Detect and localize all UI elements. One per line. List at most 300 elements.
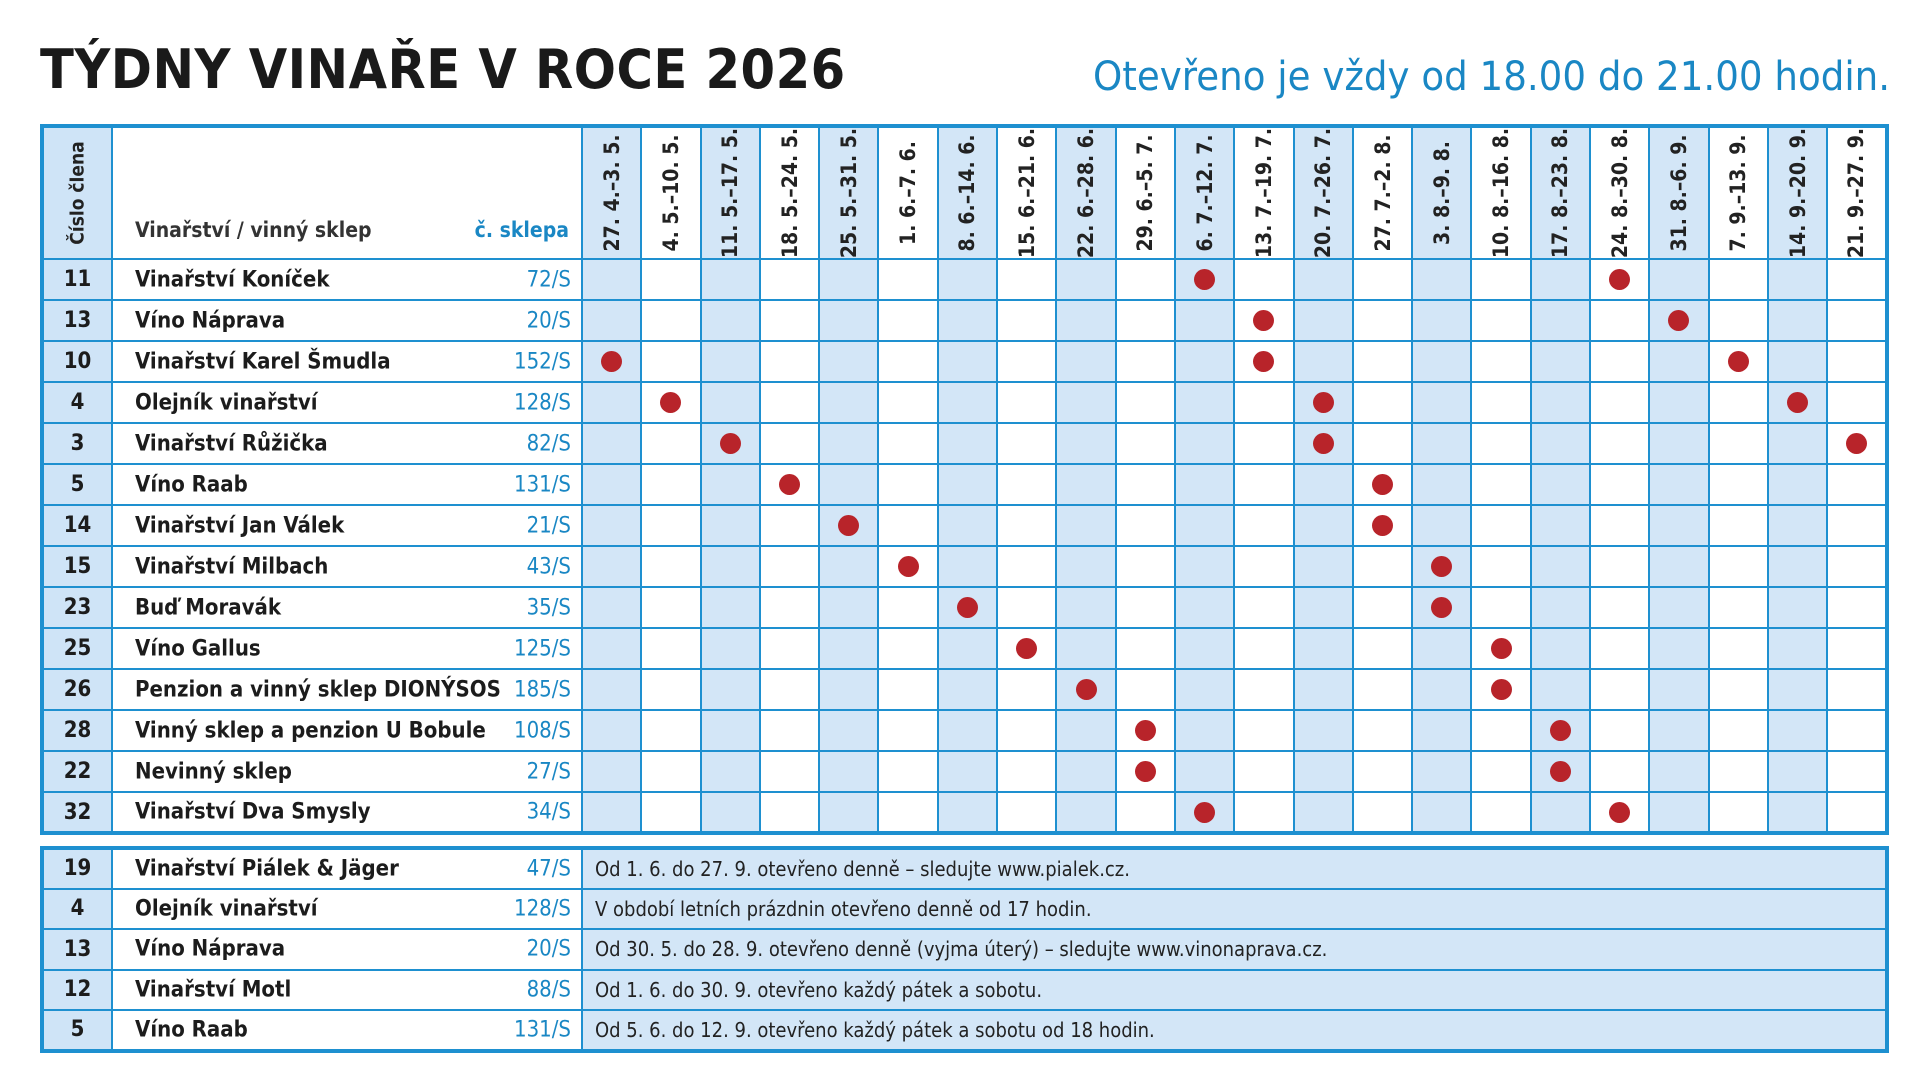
week-cell [878, 464, 937, 505]
table-row [42, 929, 1887, 970]
week-cell [1827, 300, 1886, 341]
winery-name: Vinařství Milbach [135, 554, 329, 579]
week-cell [1768, 341, 1827, 382]
week-cell [1531, 751, 1590, 792]
week-cell [1471, 382, 1530, 423]
week-header [701, 126, 760, 259]
open-week-dot [1253, 351, 1274, 372]
week-cell [1768, 505, 1827, 546]
week-cell [1709, 464, 1768, 505]
member-number: 13 [42, 300, 112, 341]
open-week-dot [1431, 597, 1452, 618]
week-cell [582, 587, 641, 628]
week-cell [1056, 464, 1115, 505]
week-label: 14. 9.–20. 9. [1785, 127, 1810, 259]
week-cell [760, 464, 819, 505]
week-cell [1175, 341, 1234, 382]
week-cell [1709, 259, 1768, 300]
member-number: 22 [42, 751, 112, 792]
week-cell [997, 300, 1056, 341]
week-cell [938, 751, 997, 792]
open-week-dot [1846, 433, 1867, 454]
week-cell [878, 710, 937, 751]
week-cell [1649, 710, 1708, 751]
week-label: 24. 8.–30. 8. [1607, 127, 1632, 259]
week-cell [1056, 751, 1115, 792]
winery-cell [112, 628, 582, 669]
week-cell [1234, 464, 1293, 505]
week-cell [1768, 423, 1827, 464]
winery-cell [112, 710, 582, 751]
week-cell [1709, 546, 1768, 587]
open-week-dot [1609, 269, 1630, 290]
week-cell [997, 710, 1056, 751]
week-cell [582, 751, 641, 792]
week-cell [819, 669, 878, 710]
week-cell [1531, 792, 1590, 833]
week-cell [641, 505, 700, 546]
week-header [1056, 126, 1115, 259]
week-label: 27. 7.–2. 8. [1370, 134, 1395, 252]
member-number: 15 [42, 546, 112, 587]
table-row [42, 546, 1887, 587]
cellar-number: 131/S [513, 472, 571, 497]
winery-cell [112, 464, 582, 505]
week-header [1294, 126, 1353, 259]
week-header [1353, 126, 1412, 259]
week-cell [1412, 382, 1471, 423]
week-cell [1531, 300, 1590, 341]
week-cell [1294, 300, 1353, 341]
open-week-dot [1787, 392, 1808, 413]
week-cell [1294, 382, 1353, 423]
winery-name: Vinařství Karel Šmudla [135, 349, 391, 374]
winery-name: Vinařství Růžička [135, 431, 328, 456]
week-cell [701, 423, 760, 464]
week-cell [1056, 546, 1115, 587]
open-week-dot [660, 392, 681, 413]
week-label: 7. 9.–13. 9. [1726, 134, 1751, 252]
week-cell [1471, 792, 1530, 833]
winery-cell [112, 751, 582, 792]
week-cell [1471, 259, 1530, 300]
member-number: 10 [42, 341, 112, 382]
week-cell [701, 300, 760, 341]
week-cell [1531, 259, 1590, 300]
week-cell [641, 628, 700, 669]
week-cell [1294, 505, 1353, 546]
week-cell [1590, 710, 1649, 751]
week-cell [1234, 259, 1293, 300]
week-cell [1768, 546, 1827, 587]
member-number: 11 [42, 259, 112, 300]
week-cell [1116, 587, 1175, 628]
week-cell [701, 546, 760, 587]
week-cell [1827, 587, 1886, 628]
week-cell [1412, 628, 1471, 669]
week-cell [1709, 382, 1768, 423]
table-row [42, 505, 1887, 546]
week-label: 25. 5.–31. 5. [836, 127, 861, 259]
week-cell [1056, 628, 1115, 669]
week-cell [997, 669, 1056, 710]
week-label: 13. 7.–19. 7. [1251, 127, 1276, 259]
week-cell [1471, 505, 1530, 546]
week-cell [819, 259, 878, 300]
week-cell [1531, 382, 1590, 423]
week-cell [582, 505, 641, 546]
week-cell [1827, 259, 1886, 300]
week-cell [938, 505, 997, 546]
week-cell [1709, 505, 1768, 546]
winery-name: Olejník vinařství [135, 896, 318, 922]
week-cell [1175, 464, 1234, 505]
open-week-dot [1372, 474, 1393, 495]
open-week-dot [957, 597, 978, 618]
week-cell [1590, 259, 1649, 300]
week-cell [1471, 341, 1530, 382]
week-cell [1768, 792, 1827, 833]
cellar-number: 152/S [513, 349, 571, 374]
opening-info: V období letních prázdnin otevřeno denně od 17 hodin. [582, 889, 1887, 930]
week-cell [701, 669, 760, 710]
cellar-number: 185/S [513, 677, 571, 702]
week-cell [819, 423, 878, 464]
week-cell [1412, 710, 1471, 751]
week-cell [1116, 505, 1175, 546]
week-cell [938, 792, 997, 833]
week-cell [997, 505, 1056, 546]
week-cell [1649, 792, 1708, 833]
member-number: 5 [42, 464, 112, 505]
week-cell [1649, 464, 1708, 505]
week-label: 11. 5.–17. 5. [718, 127, 743, 259]
week-cell [938, 382, 997, 423]
week-cell [1649, 587, 1708, 628]
member-number-header [42, 126, 112, 259]
cellar-number: 128/S [513, 390, 571, 415]
winery-name: Penzion a vinný sklep DIONÝSOS [135, 677, 501, 702]
week-cell [641, 751, 700, 792]
week-cell [1116, 464, 1175, 505]
week-cell [641, 546, 700, 587]
table-row [42, 889, 1887, 930]
winery-cell [112, 341, 582, 382]
open-week-dot [1491, 679, 1512, 700]
week-cell [938, 546, 997, 587]
week-cell [1353, 669, 1412, 710]
week-header [1116, 126, 1175, 259]
week-cell [1827, 710, 1886, 751]
week-cell [1116, 751, 1175, 792]
week-cell [819, 710, 878, 751]
week-cell [1234, 423, 1293, 464]
week-cell [641, 382, 700, 423]
winery-name: Víno Náprava [135, 308, 286, 333]
week-cell [701, 259, 760, 300]
member-number-label: Číslo člena [66, 141, 88, 245]
week-cell [1412, 259, 1471, 300]
week-cell [1590, 464, 1649, 505]
week-cell [1531, 546, 1590, 587]
open-week-dot [601, 351, 622, 372]
week-header [641, 126, 700, 259]
open-week-dot [1550, 720, 1571, 741]
week-cell [878, 382, 937, 423]
cellar-number: 21/S [526, 513, 571, 538]
week-cell [641, 710, 700, 751]
week-cell [997, 792, 1056, 833]
week-cell [1175, 259, 1234, 300]
week-cell [878, 792, 937, 833]
week-label: 22. 6.–28. 6. [1074, 127, 1099, 259]
week-cell [1827, 341, 1886, 382]
week-cell [1294, 259, 1353, 300]
week-cell [1175, 382, 1234, 423]
week-cell [641, 587, 700, 628]
week-cell [1116, 423, 1175, 464]
open-week-dot [1491, 638, 1512, 659]
week-cell [878, 341, 937, 382]
cellar-number: 20/S [526, 936, 571, 962]
week-cell [878, 259, 937, 300]
week-cell [819, 464, 878, 505]
week-cell [1294, 751, 1353, 792]
cellar-number: 20/S [526, 308, 571, 333]
week-header [938, 126, 997, 259]
week-cell [1649, 423, 1708, 464]
member-number: 4 [42, 889, 112, 930]
week-cell [997, 341, 1056, 382]
open-week-dot [779, 474, 800, 495]
week-header [878, 126, 937, 259]
week-cell [1353, 792, 1412, 833]
week-cell [1353, 423, 1412, 464]
week-header [1827, 126, 1886, 259]
cellar-number: 128/S [513, 896, 571, 922]
table-row [42, 669, 1887, 710]
week-cell [1412, 792, 1471, 833]
week-cell [819, 300, 878, 341]
open-week-dot [1253, 310, 1274, 331]
open-week-dot [838, 515, 859, 536]
winery-cell [112, 382, 582, 423]
open-week-dot [1668, 310, 1689, 331]
week-header [1234, 126, 1293, 259]
week-cell [1056, 300, 1115, 341]
week-cell [1294, 628, 1353, 669]
week-cell [1471, 300, 1530, 341]
week-header [1709, 126, 1768, 259]
week-cell [1649, 259, 1708, 300]
week-cell [1709, 710, 1768, 751]
week-cell [1768, 382, 1827, 423]
week-cell [641, 464, 700, 505]
week-cell [1827, 792, 1886, 833]
week-cell [760, 505, 819, 546]
winery-cell [112, 423, 582, 464]
week-cell [1412, 423, 1471, 464]
winery-cell [112, 970, 582, 1011]
week-cell [1590, 587, 1649, 628]
week-cell [878, 505, 937, 546]
week-cell [1353, 505, 1412, 546]
week-cell [1175, 792, 1234, 833]
week-cell [582, 423, 641, 464]
week-cell [1709, 669, 1768, 710]
week-cell [1531, 341, 1590, 382]
week-cell [760, 792, 819, 833]
week-cell [582, 628, 641, 669]
winery-label: Vinařství / vinný sklep [135, 218, 372, 242]
winery-name: Vinný sklep a penzion U Bobule [135, 718, 486, 743]
week-cell [1116, 628, 1175, 669]
week-header [1175, 126, 1234, 259]
open-week-dot [1550, 761, 1571, 782]
week-cell [1353, 382, 1412, 423]
week-cell [1827, 546, 1886, 587]
week-label: 20. 7.–26. 7. [1311, 127, 1336, 259]
table-row [42, 341, 1887, 382]
week-cell [1768, 464, 1827, 505]
week-cell [641, 300, 700, 341]
week-cell [582, 259, 641, 300]
schedule-body [42, 259, 1887, 833]
table-row [42, 792, 1887, 833]
week-cell [641, 341, 700, 382]
week-cell [1294, 464, 1353, 505]
week-label: 4. 5.–10. 5. [658, 134, 683, 252]
week-header [760, 126, 819, 259]
week-label: 18. 5.–24. 5. [777, 127, 802, 259]
winery-name: Víno Raab [135, 1017, 248, 1043]
member-number: 28 [42, 710, 112, 751]
week-cell [1590, 423, 1649, 464]
week-cell [1412, 464, 1471, 505]
week-cell [878, 628, 937, 669]
week-cell [1056, 710, 1115, 751]
cellar-number: 72/S [526, 267, 571, 292]
week-cell [1768, 259, 1827, 300]
member-number: 4 [42, 382, 112, 423]
opening-info: Od 30. 5. do 28. 9. otevřeno denně (vyjma úterý) – sledujte www.vinonaprava.cz. [582, 929, 1887, 970]
week-cell [1768, 587, 1827, 628]
open-week-dot [898, 556, 919, 577]
week-cell [1827, 628, 1886, 669]
winery-cell [112, 1010, 582, 1051]
week-cell [1175, 669, 1234, 710]
week-cell [1234, 505, 1293, 546]
table-row [42, 464, 1887, 505]
week-label: 31. 8.–6. 9. [1666, 134, 1691, 252]
week-label: 27. 4.–3. 5. [599, 134, 624, 252]
week-cell [1471, 464, 1530, 505]
week-cell [1116, 341, 1175, 382]
week-cell [1471, 751, 1530, 792]
winery-cell [112, 505, 582, 546]
week-cell [641, 259, 700, 300]
week-cell [701, 587, 760, 628]
week-cell [1471, 587, 1530, 628]
member-number: 32 [42, 792, 112, 833]
week-label: 8. 6.–14. 6. [955, 134, 980, 252]
week-cell [1175, 423, 1234, 464]
opening-info: Od 1. 6. do 30. 9. otevřeno každý pátek a sobotu. [582, 970, 1887, 1011]
week-cell [1353, 341, 1412, 382]
week-cell [878, 423, 937, 464]
schedule-table [40, 124, 1889, 835]
week-cell [1649, 300, 1708, 341]
week-cell [760, 710, 819, 751]
week-cell [997, 259, 1056, 300]
week-cell [1709, 587, 1768, 628]
week-cell [938, 464, 997, 505]
week-cell [760, 382, 819, 423]
week-cell [1234, 792, 1293, 833]
week-cell [582, 669, 641, 710]
open-week-dot [1372, 515, 1393, 536]
week-cell [938, 628, 997, 669]
week-cell [819, 382, 878, 423]
cellar-number: 34/S [526, 799, 571, 825]
winery-cell [112, 587, 582, 628]
week-cell [1116, 792, 1175, 833]
week-cell [1175, 505, 1234, 546]
winery-cell [112, 929, 582, 970]
week-cell [1056, 382, 1115, 423]
week-cell [1649, 751, 1708, 792]
member-number: 23 [42, 587, 112, 628]
winery-name: Vinařství Koníček [135, 267, 330, 292]
table-row [42, 970, 1887, 1011]
week-header [1412, 126, 1471, 259]
week-cell [1353, 259, 1412, 300]
winery-name: Víno Raab [135, 472, 248, 497]
week-cell [760, 587, 819, 628]
winery-cell [112, 792, 582, 833]
cellar-number: 131/S [513, 1017, 571, 1043]
week-cell [1590, 382, 1649, 423]
week-cell [701, 505, 760, 546]
week-cell [878, 669, 937, 710]
week-header [997, 126, 1056, 259]
week-cell [760, 300, 819, 341]
winery-cell [112, 259, 582, 300]
week-cell [582, 710, 641, 751]
week-cell [1353, 464, 1412, 505]
week-header [582, 126, 641, 259]
week-header [1471, 126, 1530, 259]
week-cell [1709, 423, 1768, 464]
week-cell [1649, 546, 1708, 587]
open-week-dot [1135, 761, 1156, 782]
week-cell [582, 300, 641, 341]
week-cell [1649, 628, 1708, 669]
week-cell [997, 382, 1056, 423]
week-cell [1294, 587, 1353, 628]
week-cell [701, 464, 760, 505]
open-week-dot [1609, 802, 1630, 823]
week-cell [1294, 792, 1353, 833]
winery-name: Buď Moravák [135, 595, 282, 620]
week-cell [878, 300, 937, 341]
open-week-dot [1313, 392, 1334, 413]
week-cell [1827, 751, 1886, 792]
table-row [42, 1010, 1887, 1051]
member-number: 12 [42, 970, 112, 1011]
week-cell [1709, 792, 1768, 833]
week-cell [819, 505, 878, 546]
